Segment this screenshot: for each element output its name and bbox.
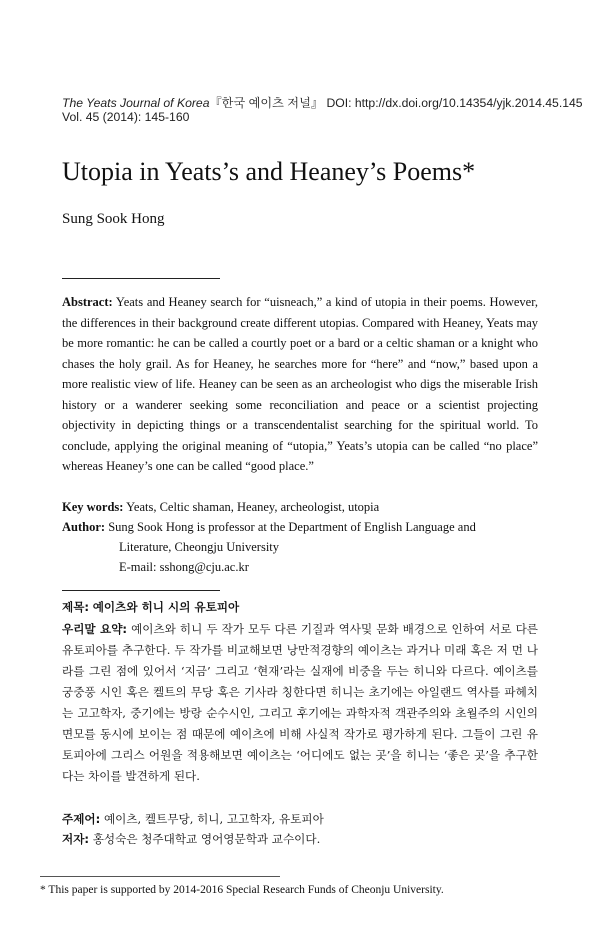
korean-title — [62, 597, 538, 618]
divider — [62, 590, 220, 591]
keywords — [62, 497, 538, 518]
korean-keywords-text: 예이츠, 켈트무당, 히니, 고고학자, 유토피아 — [103, 812, 324, 826]
korean-keywords — [62, 809, 538, 830]
footnote: * This paper is supported by 2014-2016 Special Research Funds of Cheonju University. — [40, 884, 444, 896]
korean-author — [62, 829, 538, 850]
volume-info: Vol. 45 (2014): 145-160 — [62, 110, 190, 124]
abstract-text: Yeats and Heaney search for “uisneach,” a kind of utopia in their poems. However, the differences in their background create different utopias. Compared with Heaney, Yeats may be more romantic: he can be called a courtly poet or a bard or a celtic shaman or a knight who chases the holy grail. As for Heaney, he searches more for “here” and “now,” based upon a more realistic view of life. Heaney can be seen as an archeologist who digs the miserable Irish history or a wanderer seeking some reconciliation and peace or a scientist projecting objectivity in depicting things or a transcendentalist searching for the spiritual world. To conclude, applying the original meaning of “utopia,” Yeats’s utopia can be called “no place” whereas Heaney’s one can be called “good place.” — [62, 295, 538, 473]
korean-author-text: 홍성숙은 청주대학교 영어영문학과 교수이다. — [92, 832, 321, 846]
keywords-text: Yeats, Celtic shaman, Heaney, archeologist, utopia — [126, 500, 380, 514]
korean-author-label: 저자: — [62, 832, 90, 846]
journal-name-ko: 『한국 예이츠 저널』 — [209, 96, 324, 110]
korean-title-text: 예이츠와 히니 시의 유토피아 — [92, 600, 240, 614]
korean-summary — [62, 619, 538, 787]
author-info-line1: Sung Sook Hong is professor at the Department of English Language and — [108, 520, 476, 534]
footnote-divider — [40, 876, 280, 877]
korean-summary-label: 우리말 요약: — [62, 622, 128, 636]
author-info — [62, 517, 538, 538]
abstract — [62, 292, 538, 477]
doi: DOI: http://dx.doi.org/10.14354/yjk.2014.45.145 — [326, 96, 583, 110]
paper-title: Utopia in Yeats’s and Heaney’s Poems* — [62, 157, 476, 186]
keywords-label: Key words: — [62, 500, 124, 514]
journal-name-en: The Yeats Journal of Korea — [62, 96, 210, 110]
divider — [62, 278, 220, 279]
journal-header-line — [62, 94, 583, 111]
korean-summary-text: 예이츠와 히니 두 작가 모두 다른 기질과 역사및 문화 배경으로 인하여 서로 다른 유토피아를 추구한다. 두 작가를 비교해보면 낭만적경향의 예이츠는 과거나 미래 혹은 저 먼 나라를 그린 점에 있어서 ‘지금’ 그리고 ‘현재’라는 실재에 비중을 두는 히니와 다르다. 예이츠를 궁중풍 시인 혹은 켈트의 무당 혹은 기사라 칭한다면 히니는 초기에는 아일랜드 역사를 파헤치는 고고학자, 중기에는 방랑 순수시인, 그리고 후기에는 과학자적 객관주의와 초월주의 시인의 면모를 동시에 보이는 점 때문에 예이츠에 비해 사실적 작가로 평가하게 된다. 그들이 그린 유토피아에 그리스 어원을 적용해보면 예이츠는 ‘어디에도 없는 곳’을 히니는 ‘좋은 곳’을 추구한다는 차이를 발견하게 된다. — [62, 622, 538, 783]
author-info-line2: Literature, Cheongju University — [119, 540, 280, 554]
korean-title-label: 제목: — [62, 600, 90, 614]
author-info-label: Author: — [62, 520, 106, 534]
abstract-label: Abstract: — [62, 295, 113, 309]
author-email: E-mail: sshong@cju.ac.kr — [119, 560, 249, 574]
korean-keywords-label: 주제어: — [62, 812, 101, 826]
author-name: Sung Sook Hong — [62, 211, 165, 227]
